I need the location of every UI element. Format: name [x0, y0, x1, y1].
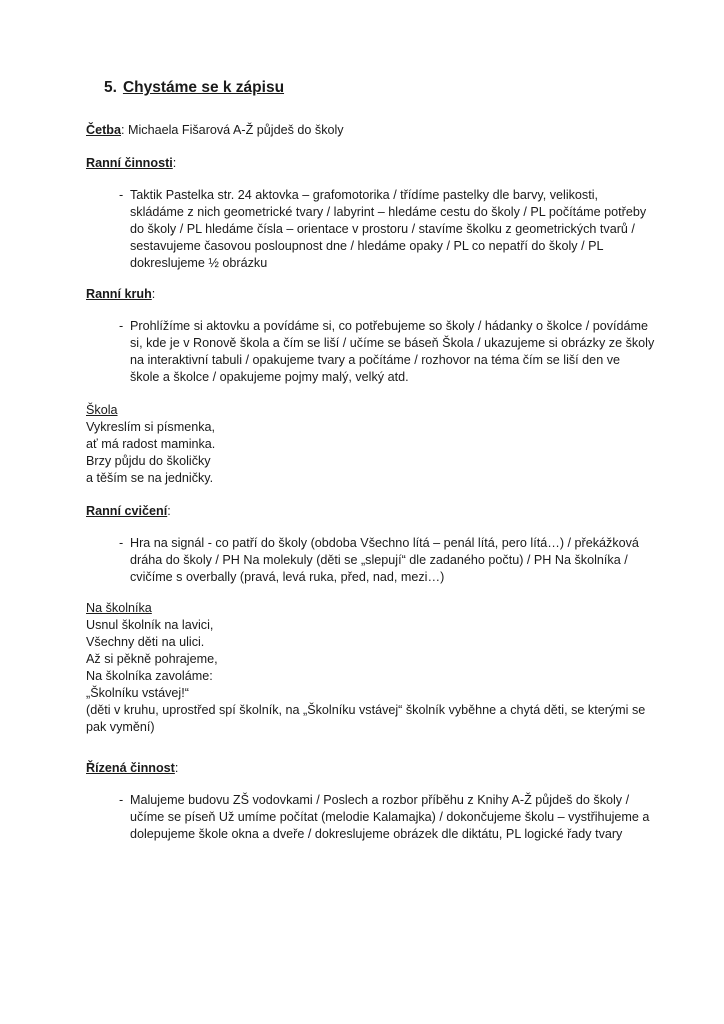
- text-line: skládáme z nich geometrické tvary / labyrint – hledáme cestu do školy / PL počítáme potřeby: [130, 205, 647, 219]
- text-line: si, kde je v Ronově škola a čím se liší / učíme se báseň Škola / ukazujeme si obrázky ze školy: [130, 336, 655, 350]
- cetba-line: [86, 122, 344, 139]
- poem-line: (děti v kruhu, uprostřed spí školník, na „Školníku vstávej“ školník vyběhne a chytá děti, se kterými se: [86, 703, 646, 717]
- poem-line: a těším se na jedničky.: [86, 471, 214, 485]
- poem-skola: [86, 402, 656, 487]
- heading-colon: :: [167, 504, 171, 518]
- cetba-text: : Michaela Fišarová A-Ž půjdeš do školy: [121, 123, 344, 137]
- heading-colon: :: [172, 156, 177, 170]
- ranni-cinnosti-heading: [86, 155, 176, 172]
- poem-line: Až si pěkně pohrajeme,: [86, 652, 218, 666]
- poem-title: Škola: [86, 403, 118, 417]
- bullet-text: [130, 535, 650, 586]
- poem-line: pak vymění): [86, 720, 155, 734]
- text-line: cvičíme s overbally (pravá, levá ruka, před, nad, mezi…): [130, 570, 445, 584]
- poem-line: Vykreslím si písmenka,: [86, 420, 215, 434]
- heading-colon: :: [174, 761, 179, 775]
- text-line: sestavujeme časovou posloupnost dne / hledáme opaky / PL co nepatří do školy / PL: [130, 239, 604, 253]
- text-line: Prohlížíme si aktovku a povídáme si, co potřebujeme so školy / hádanky o školce / povídáme: [130, 319, 648, 333]
- text-line: dolepujeme škole okna a dveře / dokreslujeme obrázek dle diktátu, PL logické řady tvary: [130, 827, 623, 841]
- poem-na-skolnika: [86, 600, 656, 736]
- bullet-text: [130, 187, 650, 272]
- ranni-kruh-heading-text: Ranní kruh: [86, 287, 152, 301]
- ranni-cinnosti-heading-text: Ranní činnosti: [86, 156, 173, 170]
- bullet-dash: -: [119, 536, 124, 550]
- bullet-text: [130, 318, 655, 386]
- text-line: Malujeme budovu ZŠ vodovkami / Poslech a rozbor příběhu z Knihy A-Ž půjdeš do školy /: [130, 793, 630, 807]
- text-line: dokreslujeme ½ obrázku: [130, 256, 268, 270]
- text-line: Taktik Pastelka str. 24 aktovka – grafomotorika / třídíme pastelky dle barvy, velikosti,: [130, 188, 599, 202]
- ranni-cviceni-heading: [86, 503, 171, 520]
- poem-line: Usnul školník na lavici,: [86, 618, 214, 632]
- section-title-text: Chystáme se k zápisu: [122, 79, 285, 96]
- bullet-text: [130, 792, 650, 843]
- section-title: [104, 79, 284, 96]
- poem-title: Na školníka: [86, 601, 152, 615]
- section-number: 5.: [104, 79, 117, 96]
- bullet-dash: -: [119, 188, 124, 202]
- poem-line: „Školníku vstávej!“: [86, 686, 189, 700]
- bullet-dash: -: [119, 793, 124, 807]
- ranni-cviceni-heading-text: Ranní cvičení: [86, 504, 168, 518]
- ranni-kruh-heading: [86, 286, 155, 303]
- bullet-dash: -: [119, 319, 124, 333]
- text-line: učíme se píseň Už umíme počítat (melodie Kalamajka) / dokončujeme školu – vystřihujeme a: [130, 810, 650, 824]
- poem-line: ať má radost maminka.: [86, 437, 216, 451]
- cetba-label: Četba: [86, 123, 121, 137]
- rizena-cinnost-heading: [86, 760, 178, 777]
- text-line: na interaktivní tabuli / opakujeme tvary a počítáme / rozhovor na téma čím se liší den ve: [130, 353, 620, 367]
- heading-colon: :: [151, 287, 156, 301]
- text-line: dráha do školy / PH Na molekuly (děti se „slepují“ dle zadaného počtu) / PH Na školníka /: [130, 553, 628, 567]
- text-line: Hra na signál - co patří do školy (obdoba Všechno lítá – penál lítá, pero lítá…) / překážková: [130, 536, 639, 550]
- text-line: škole a školce / opakujeme pojmy malý, velký atd.: [130, 370, 409, 384]
- poem-line: Všechny děti na ulici.: [86, 635, 205, 649]
- poem-line: Na školníka zavoláme:: [86, 669, 213, 683]
- poem-line: Brzy půjdu do školičky: [86, 454, 211, 468]
- text-line: do školy / PL hledáme čísla – orientace v prostoru / stavíme školku z geometrických tvarů /: [130, 222, 635, 236]
- rizena-cinnost-heading-text: Řízená činnost: [86, 761, 175, 775]
